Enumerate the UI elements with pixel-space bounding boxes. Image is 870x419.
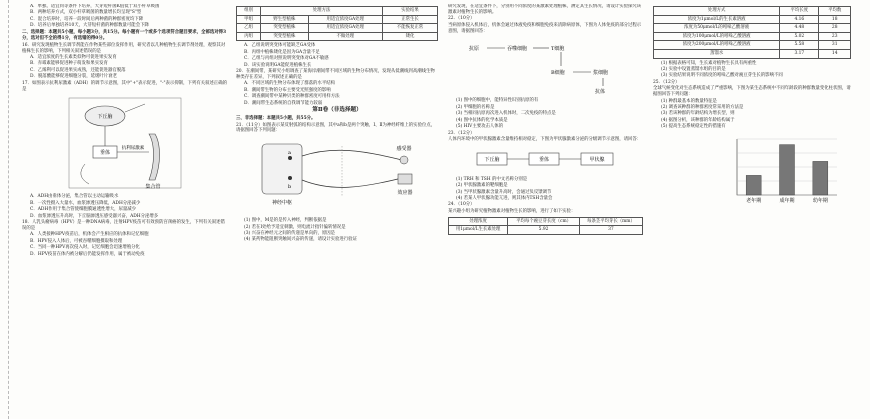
column-2 [236,4,438,415]
paragraph: 某兴趣小组为研究植物激素对植物生长的影响，进行了如下实验： [448,208,576,214]
fig-label: a [288,150,291,157]
option: C．ADH作用于集合管使细胞膜通透性增大，尿量减少 [30,207,137,213]
table-row: 蒸馏水 3.17 14 [654,49,851,58]
sub-question: (4) 若某人甲状腺功能亢进，则其体内TSH含量会 [456,195,553,201]
option: B．赤霉素能够促进种子萌发和果实发育 [30,61,108,67]
sub-question: (5) 提高生态系统稳定性的措施有 [661,124,726,130]
fig-label: 下丘脑 [483,156,500,163]
option: B．两种培养方式，双小杆草吸菌的数量增长均呈现"S"型 [30,10,142,16]
sub-question: (1) 种群最基本的数量特征是 [661,98,717,104]
option: C．乙烯利可以促进果实成熟，还能促进器官脱落 [30,67,126,73]
paragraph: 人体内环境中的甲状腺激素含量维持相对稳定，下图为甲状腺激素分泌的分级调节示意图，请回答： [448,136,642,142]
fig-label: T细胞 [550,46,564,53]
option: A．适宜浓度的生长素类似物可促进果实发育 [30,55,117,61]
option: B．丙组中植株矮化是因为GA含量不足 [244,49,320,55]
part-title: 第Ⅱ卷（非选择题） [312,107,362,114]
fig-label: 抗原 [468,46,479,53]
table-row: 丙组 突变型植株 不做处理 矮化 [237,32,438,41]
bar [813,161,828,195]
option: D．HPV疫苗在体内被分解后仍能发挥作用，属于被动免疫 [30,251,145,257]
sub-question: (2) 若在Ⅰ处给予适宜刺激，则电流计指针偏转情况是 [244,224,346,230]
tick-label: 老年期 [746,197,762,204]
table-row: 用1μmol/L生长素处理 5.92 37 [449,226,643,235]
option: A．人类接种HPV疫苗后，机体会产生相应的抗体和记忆细胞 [30,232,149,238]
option: B．一次性摄入大量水，血浆渗透压降低，ADH分泌减少 [30,200,141,206]
sub-question: (5) HIV主要攻击人体的 [456,123,504,129]
option: A．不同区域的生物分布体现了群落的水平结构 [244,81,335,87]
option: A．ADH由垂体分泌，集合管以主动运输吸水 [30,194,119,200]
table-row: 浓度为100μmol/L的吲哚乙酸溶液 5.02 23 [654,32,851,41]
fig-label: 甲状腺 [588,156,605,163]
question-stem: 16．研究发现植物生长调节剂能在作物某些部位发挥作用，研究者以几种植物生长调节剂处理，观察其对植株生长的影响，下列相关叙述错误的是 [22,42,226,54]
sub-question: (3) 兴奋在神经元之间的传递是单向的，原因是 [244,231,336,237]
column-4 [653,4,851,415]
table-row: 浓度为200μmol/L的吲哚乙酸溶液 5.58 31 [654,41,851,50]
sub-question: (3) 当甲状腺激素含量升高时，会通过负反馈调节 [456,189,552,195]
table-row: 甲组 野生型植株 用适宜浓度GA处理 正常生长 [237,15,438,24]
question-stem: 25．（12分） [653,79,680,85]
table-header: 处理方法 [261,7,383,16]
fig-label: 感受器 [396,146,412,153]
table-header: 处理方式 [654,7,780,16]
option: D．血浆渗透压升高时，下丘脑渗透压感受器兴奋，ADH分泌增多 [30,213,159,219]
thyroid-diagram [471,145,621,175]
fig-label: 效应器 [397,190,413,197]
fig-label: 抗体 [594,89,605,96]
question-stem: 20．在潮间带，某研究小组调查了某海岸潮间带不同区域的生物分布情况，发现从低潮线到高潮线生物种类存在差异，下列叙述正确的是 [236,69,435,80]
fig-label: b [288,184,292,191]
question-stem: 23．（12分） [448,130,475,136]
column-3 [448,4,643,415]
option: C．乙组与丙组对照说明突变体对GA不敏感 [244,56,329,62]
section-title: 二、选择题：本题共5小题，每小题3分，共15分。每小题有一个或多个选项符合题目要求，全部选对得3分，选对但不全的得1分，有选错的得0分。 [22,30,227,42]
table-header: 组别 [237,7,261,16]
sub-question: (1) 根据表格可知，生长素对植物生长具有两重性 [661,60,757,66]
table-row: 浓度为50μmol/L的吲哚乙酸溶液 4.48 28 [654,24,851,33]
question-stem: 17．如图表示抗利尿激素（ADH）的调节示意图，其中"+"表示促进，"-"表示抑制，下列有关叙述正确的是 [22,80,227,92]
sub-question: (4) 某药物能阻断突触间兴奋的传递，请设计实验进行验证 [244,237,357,243]
table-header: 每条茎平均芽长（mm） [579,217,642,226]
fig-label: 垂体 [538,156,549,163]
sub-question: (1) 图中的细胞中，能特异性识别抗原的有 [456,98,539,104]
sub-question: (2) 实验中设置蒸馏水组的目的是 [661,66,726,72]
question-stem: 21．（11分）如图表示某反射弧的结构示意图，其中a和b是两个突触，Ⅰ、Ⅱ为神经纤维上的实验位点，请据图回答下列问题： [236,122,436,134]
sub-question: (1) 图中，M是的是传入神经，判断依据是 [244,218,327,224]
table-header: 实验结果 [382,7,437,16]
option: A．单独、适宜同等条件下培养，大芽短杆菌K值低于双小杆草吸菌 [30,4,160,9]
immune-diagram [461,36,631,96]
fig-label: 浆细胞 [592,70,608,77]
sub-question: (4) 据图分析，该种群的年龄结构属于 [661,117,735,123]
tick-label: 幼年期 [812,197,828,204]
ga-table [236,6,438,41]
age-structure-chart [723,133,843,207]
sub-question: (4) 图中抗体的化学本质是 [456,117,508,123]
bar [746,175,761,195]
tick-label: 成年期 [779,197,795,204]
question-stem: 24．（10分） [448,202,475,208]
table-header: 处理浓度 [449,217,508,226]
fig-label: B细胞 [550,70,565,77]
option: D．潮间带生态系统的自我调节能力较弱 [244,100,323,106]
option: B．HPV侵入人体后，可被吞噬细胞摄取和处理 [30,238,123,244]
sub-question: (2) 调查该种群的种群密度常采用的方法是 [661,104,744,110]
fig-label: 抗利尿激素 [121,146,144,152]
column-1 [22,4,227,415]
option: D．该实验说明GA能促进植株生长 [244,62,312,68]
paragraph: 研究发现，在适宜条件下，分别用不同浓度的某激素处理植株，测定其生长情况，请设计实验探究该激素对植物生长的影响。 [448,4,642,15]
section-title: 三、非选择题：本题共5小题，共55分。 [236,116,316,122]
fig-label: 垂体 [99,150,110,157]
table-header: 平均数 [819,7,851,16]
option: D．培养后单独培养10天，大芽短杆菌的种群数量可能会下降 [30,23,149,29]
option: C．当同一种HPV再次侵入时，记忆细胞会迅速增殖分化 [30,245,140,251]
sub-question: (2) 甲细胞的名称是 [456,104,495,110]
paragraph: 全球气候变化对生态系统造成了严重影响，下图为某生态系统中不同年龄段的种群数量变化柱状图，请据图回答下列问题： [653,86,851,98]
paragraph: 当病原体侵入机体后，机体会通过体液免疫和细胞免疫来清除病原体，下图为人体免疫的部分过程示意图，请据图回答： [448,22,642,34]
bar [780,144,795,194]
sub-question: (3) 若该种群的年龄结构为增长型，则 [661,111,735,117]
reflex-arc-diagram [252,136,422,216]
option: B．潮间带生物的分布主要受光照强度的影响 [244,87,331,93]
sub-question: (3) 实验结果说明不同浓度的吲哚乙酸对豌豆芽生长的影响不同 [661,73,783,79]
option: C．混合培养时，培养一段时间后两种菌的种群密度均下降 [30,16,144,22]
fig-label: 吞噬细胞 [506,46,527,53]
question-stem: 18．人乳头瘤病毒（HPV）是一种DNA病毒，注射HPV疫苗可有效预防宫颈癌的发生，下列有关叙述错误的是 [22,220,225,231]
sub-question: (1) TRH 和 TSH 的中文名称分别是 [456,176,528,182]
adh-diagram [65,94,185,192]
fig-label: 下丘脑 [96,114,113,121]
option: D．脱落酸能够促进细胞分裂，延缓叶片衰老 [30,74,117,80]
option: C．调查潮间带中某种贝类的种群密度可用样方法 [244,94,340,100]
table-header: 平均每个豌豆芽长度（cm） [508,217,580,226]
binding-margin [0,0,9,419]
table-row: 乙组 突变型植株 用适宜浓度GA处理 不能恢复正常 [237,24,438,33]
table-row: 浓度为1μmol/L的生长素溶液 4.16 18 [654,15,851,24]
question-stem: 22．（10分） [448,16,475,22]
table-header: 平均长度 [780,7,819,16]
auxin-table [448,217,643,235]
sub-question: (2) 甲状腺激素的靶细胞是 [456,183,508,189]
fig-label: 神经中枢 [271,200,293,207]
option: A．乙组说明突变体可能缺乏GA受体 [244,43,316,49]
concentration-table [653,6,851,59]
fig-label: 集合管 [144,184,161,191]
sub-question: (3) 当相同抗原再次进入机体时，二次免疫的特点是 [456,111,556,117]
